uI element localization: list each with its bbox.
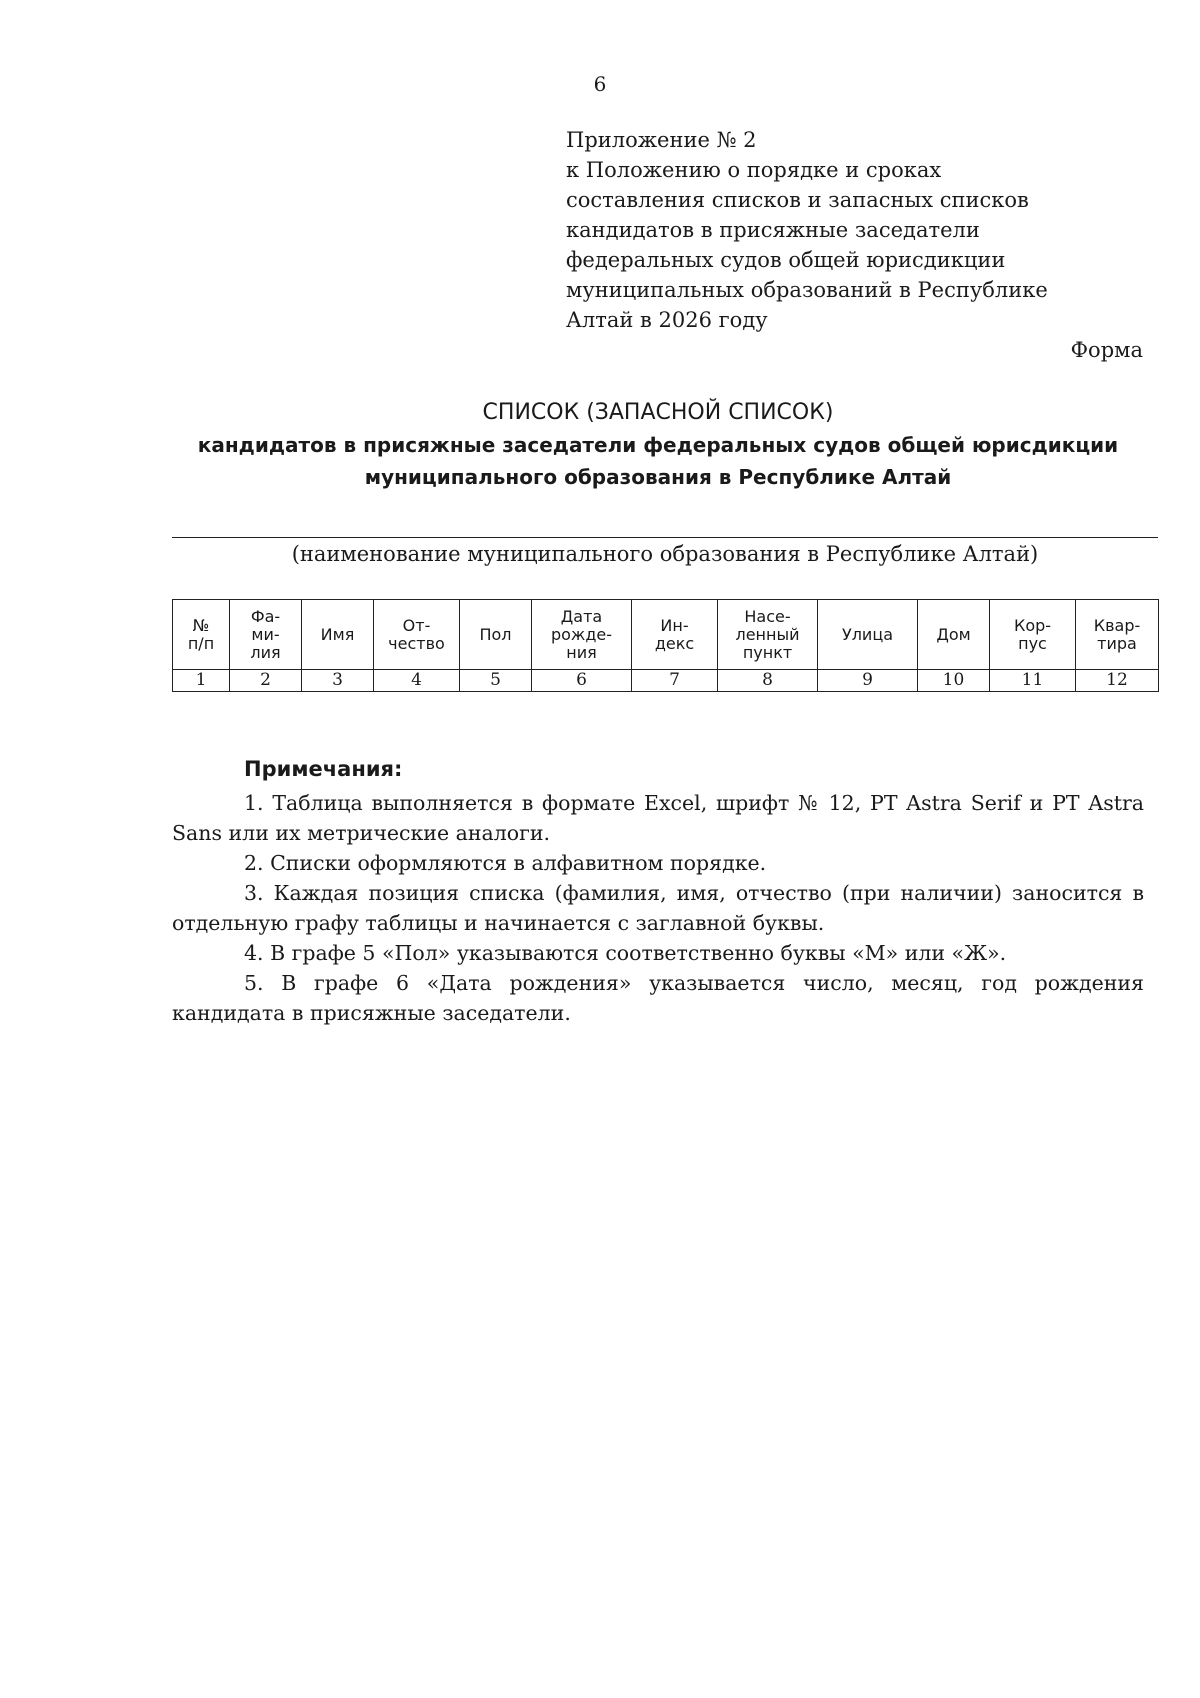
page-number: 6: [593, 72, 607, 96]
note-item: 5. В графе 6 «Дата рождения» указывается число, месяц, год рождения кандидата в присяжные заседатели.: [172, 971, 1144, 1025]
document-title: [100, 397, 1200, 493]
table-header-row: [173, 600, 1159, 670]
column-number-cell: 7: [632, 670, 718, 692]
appendix-line: кандидатов в присяжные заседатели: [566, 218, 980, 242]
header-cell-number: № п/п: [173, 600, 230, 670]
title-line-2: кандидатов в присяжные заседатели федеральных судов общей юрисдикции: [197, 433, 1119, 457]
municipality-name-caption: (наименование муниципального образования в Республике Алтай): [291, 542, 1039, 566]
candidates-table-wrap: [172, 599, 1158, 692]
header-cell-surname: Фа- ми- лия: [230, 600, 302, 670]
appendix-line: к Положению о порядке и сроках: [566, 158, 942, 182]
header-cell-patronymic: От- чество: [374, 600, 460, 670]
column-number-cell: 9: [818, 670, 918, 692]
header-cell-sex: Пол: [460, 600, 532, 670]
header-cell-building: Кор- пус: [990, 600, 1076, 670]
column-number-cell: 4: [374, 670, 460, 692]
municipality-name-underline: [172, 537, 1158, 538]
header-cell-locality: Насе- ленный пункт: [718, 600, 818, 670]
header-cell-apartment: Квар- тира: [1076, 600, 1159, 670]
appendix-line: Приложение № 2: [566, 128, 757, 152]
header-cell-street: Улица: [818, 600, 918, 670]
note-item: 3. Каждая позиция списка (фамилия, имя, отчество (при наличии) заносится в отдельную графу таблицы и начинается с заглавной буквы.: [172, 881, 1144, 935]
appendix-line: муниципальных образований в Республике: [566, 278, 1048, 302]
column-number-cell: 12: [1076, 670, 1159, 692]
appendix-reference: [566, 125, 1086, 335]
column-number-cell: 3: [302, 670, 374, 692]
column-number-cell: 11: [990, 670, 1076, 692]
column-number-cell: 10: [918, 670, 990, 692]
header-cell-house: Дом: [918, 600, 990, 670]
table-column-numbers-row: [173, 670, 1159, 692]
appendix-line: Алтай в 2026 году: [566, 308, 768, 332]
notes-section: [172, 754, 1144, 1028]
note-item: 1. Таблица выполняется в формате Excel, шрифт № 12, PT Astra Serif и PT Astra Sans или их метрические аналоги.: [172, 791, 1144, 845]
column-number-cell: 1: [173, 670, 230, 692]
header-cell-birth-date: Дата рожде- ния: [532, 600, 632, 670]
column-number-cell: 6: [532, 670, 632, 692]
column-number-cell: 2: [230, 670, 302, 692]
title-line-3: муниципального образования в Республике Алтай: [364, 465, 952, 489]
header-cell-name: Имя: [302, 600, 374, 670]
appendix-line: федеральных судов общей юрисдикции: [566, 248, 1006, 272]
column-number-cell: 5: [460, 670, 532, 692]
note-item: 2. Списки оформляются в алфавитном порядке.: [244, 851, 767, 875]
candidates-table: [172, 599, 1159, 692]
header-cell-postcode: Ин- декс: [632, 600, 718, 670]
notes-title: Примечания:: [244, 757, 403, 781]
note-item: 4. В графе 5 «Пол» указываются соответственно буквы «М» или «Ж».: [244, 941, 1007, 965]
form-label: Форма: [1070, 338, 1143, 362]
title-main: СПИСОК (ЗАПАСНОЙ СПИСОК): [482, 400, 834, 425]
appendix-line: составления списков и запасных списков: [566, 188, 1029, 212]
column-number-cell: 8: [718, 670, 818, 692]
